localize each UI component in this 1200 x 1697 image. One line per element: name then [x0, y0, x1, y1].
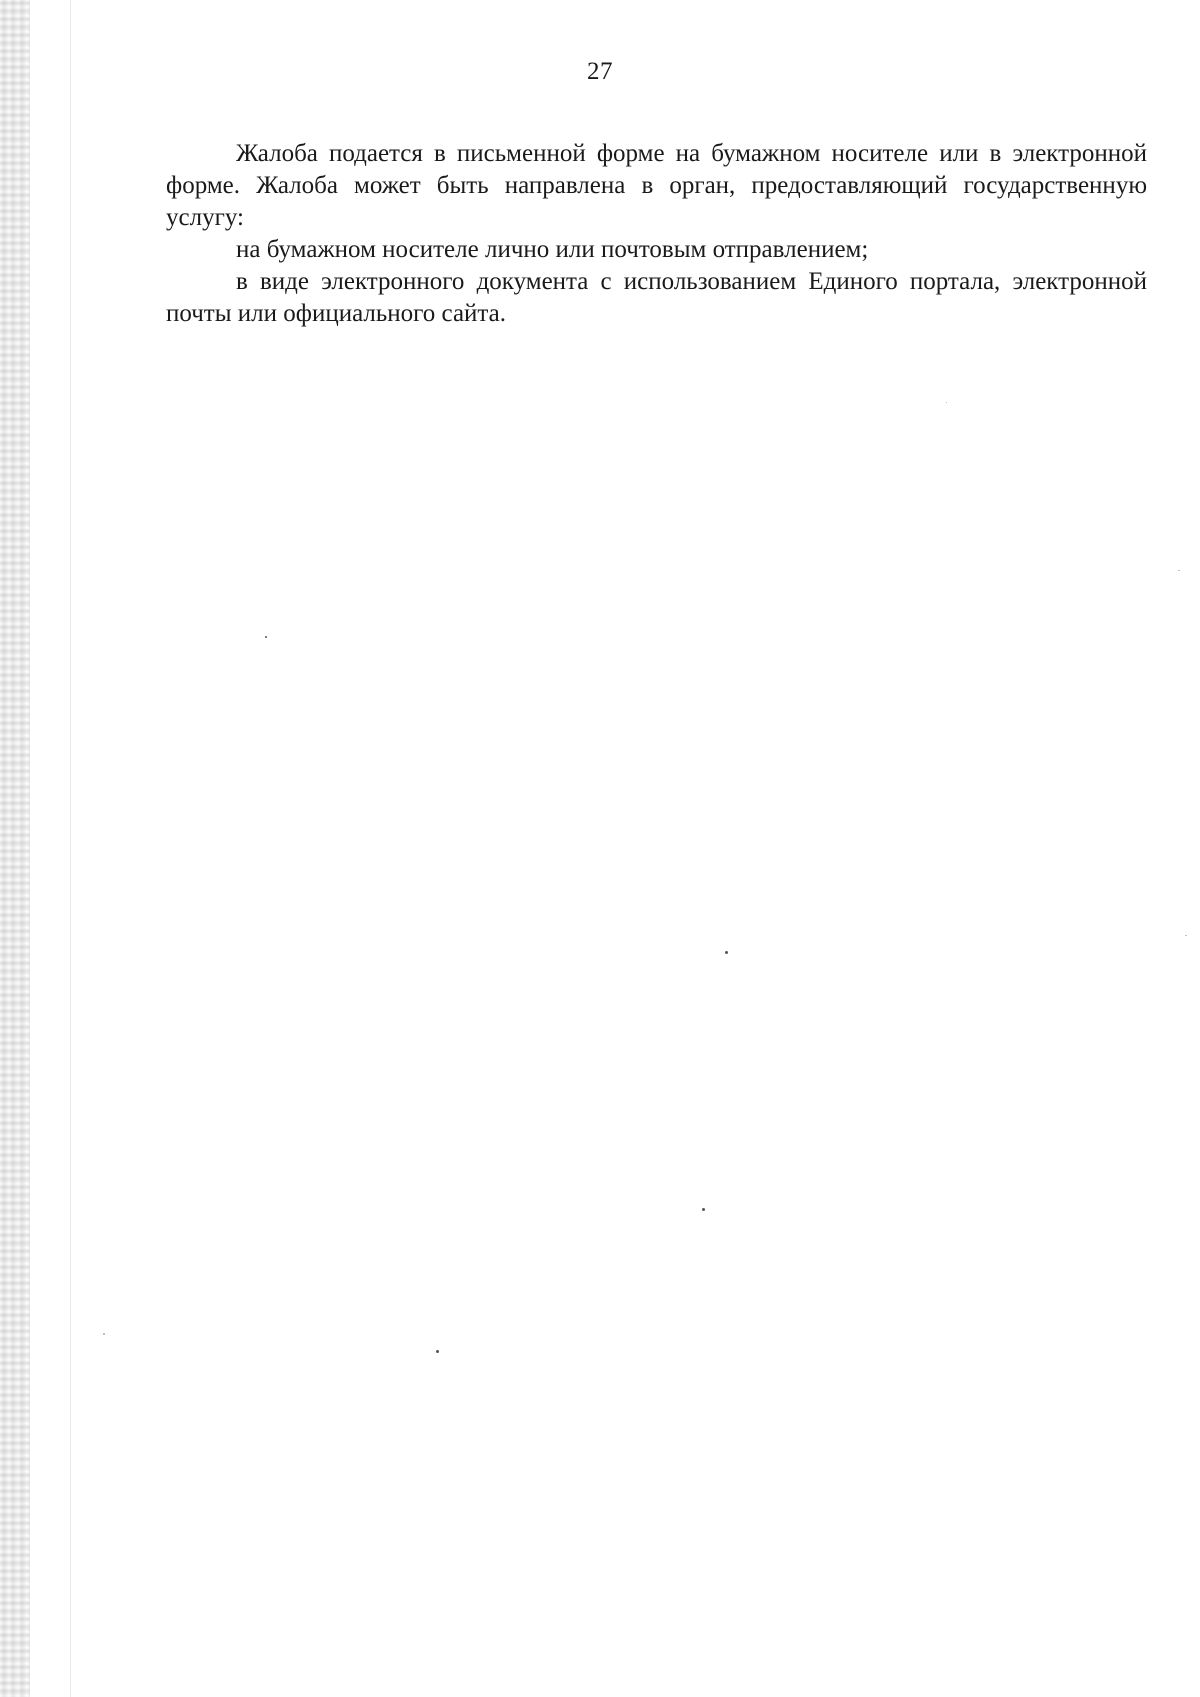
scan-speck [1178, 570, 1180, 571]
page-number: 27 [587, 58, 613, 85]
scan-speck [946, 402, 947, 403]
scan-speck [265, 636, 267, 638]
scan-speck [1185, 935, 1187, 936]
scan-speck [103, 1333, 105, 1335]
document-body [166, 138, 1147, 330]
scan-speck [725, 951, 728, 954]
scan-binding-shadow [0, 0, 30, 1697]
scan-speck [702, 1208, 705, 1211]
paragraph-complaint-form: Жалоба подается в письменной форме на бумажном носителе или в электронной форме. Жалоба может быть направлена в орган, предоставляющий государственную услугу: [166, 140, 1147, 231]
paragraph-paper-submission: на бумажном носителе лично или почтовым отправлением; [236, 236, 869, 263]
scan-fold-line [70, 0, 71, 1697]
scan-speck [436, 1350, 439, 1353]
paragraph-electronic-submission: в виде электронного документа с использованием Единого портала, электронной почты или официального сайта. [166, 268, 1147, 327]
